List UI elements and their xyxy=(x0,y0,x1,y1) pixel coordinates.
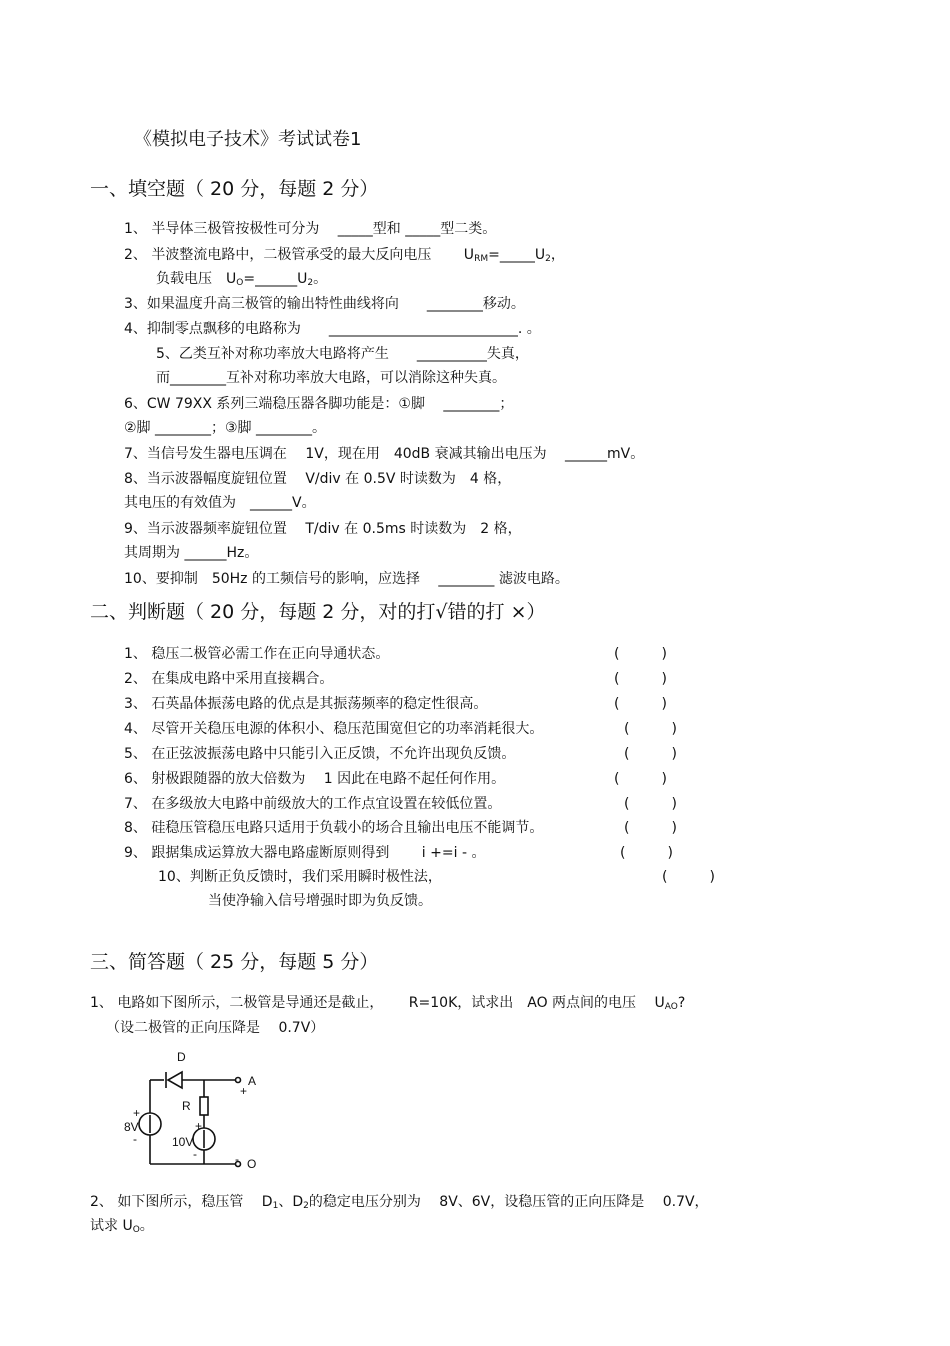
short-question-2-line1: 2、 如下图所示，稳压管 $D_1$、$D_2$的稳定电压分别为 8V、6V，设稳压管的正向压降是 0.7V， xyxy=(90,1194,709,1211)
section-heading-true-false: 二、判断题（ 20 分，每题 2 分，对的打√错的打 ×） xyxy=(90,601,546,623)
answer-parenthesis: ( ) xyxy=(624,746,677,762)
question-1-9-line2: 其周期为 ______Hz。 xyxy=(124,545,259,561)
question-1-2-line1: 2、 半波整流电路中，二极管承受的最大反向电压 $U_{RM}=\_\_\_\_\_U_2$， xyxy=(124,247,565,264)
short-question-2-line2: 试求 $U_O$。 xyxy=(90,1218,154,1235)
diode-symbol xyxy=(168,1072,182,1088)
tf-item: 4、 尽管开关稳压电源的体积小、稳压范围宽但它的功率消耗很大。 xyxy=(124,721,544,737)
question-1-3: 3、如果温度升高三极管的输出特性曲线将向 ________移动。 xyxy=(124,296,525,312)
answer-parenthesis: ( ) xyxy=(624,820,677,836)
question-1-10: 10、要抑制 50Hz 的工频信号的影响，应选择 ________ 滤波电路。 xyxy=(124,571,569,587)
answer-parenthesis: ( ) xyxy=(624,721,677,737)
question-1-4: 4、抑制零点飘移的电路称为 ___________________________. 。 xyxy=(124,321,541,337)
label-8v: 8V xyxy=(124,1120,139,1134)
tf-item: 8、 硅稳压管稳压电路只适用于负载小的场合且输出电压不能调节。 xyxy=(124,820,544,836)
tf-item-10-line2: 当使净输入信号增强时即为负反馈。 xyxy=(208,893,432,909)
label-minus-10v: - xyxy=(193,1147,197,1161)
section-heading-fill-blank: 一、填空题（ 20 分，每题 2 分） xyxy=(90,178,379,200)
tf-item: 3、 石英晶体振荡电路的优点是其振荡频率的稳定性很高。 xyxy=(124,696,488,712)
label-plus-10v: + xyxy=(195,1119,203,1133)
resistor-symbol xyxy=(200,1097,208,1115)
label-minus-8v: - xyxy=(133,1132,137,1146)
question-1-7: 7、当信号发生器电压调在 1V，现在用 40dB 衰减其输出电压为 ______mV。 xyxy=(124,446,645,462)
section-heading-short-answer: 三、简答题（ 25 分，每题 5 分） xyxy=(90,951,379,973)
label-diode: D xyxy=(177,1050,186,1064)
label-resistor: R xyxy=(182,1099,191,1113)
question-1-6-line2: ②脚 ________；③脚 ________。 xyxy=(124,420,327,436)
answer-parenthesis: ( ) xyxy=(624,796,677,812)
page-title: 《模拟电子技术》考试试卷1 xyxy=(134,129,362,150)
label-node-o: O xyxy=(247,1157,257,1171)
tf-item: 9、 跟据集成运算放大器电路虚断原则得到 i +=i - 。 xyxy=(124,845,486,861)
question-1-1: 1、 半导体三极管按极性可分为 _____型和 _____型二类。 xyxy=(124,221,497,237)
question-1-8-line2: 其电压的有效值为 ______V。 xyxy=(124,495,316,511)
label-minus-o: - xyxy=(235,1152,239,1166)
tf-item: 2、 在集成电路中采用直接耦合。 xyxy=(124,671,334,687)
question-1-9-line1: 9、当示波器频率旋钮位置 T/div 在 0.5ms 时读数为 2 格， xyxy=(124,521,522,537)
question-1-5-line2: 而________互补对称功率放大电路，可以消除这种失真。 xyxy=(156,370,506,386)
answer-parenthesis: ( ) xyxy=(614,671,667,687)
tf-item: 7、 在多级放大电路中前级放大的工作点宜设置在较低位置。 xyxy=(124,796,502,812)
answer-parenthesis: ( ) xyxy=(614,771,667,787)
question-1-5-line1: 5、乙类互补对称功率放大电路将产生 __________失真， xyxy=(156,346,529,362)
short-question-1-line2: （设二极管的正向压降是 0.7V） xyxy=(106,1020,325,1036)
tf-item: 6、 射极跟随器的放大倍数为 1 因此在电路不起任何作用。 xyxy=(124,771,506,787)
tf-item: 5、 在正弦波振荡电路中只能引入正反馈，不允许出现负反馈。 xyxy=(124,746,516,762)
question-1-6-line1: 6、CW 79XX 系列三端稳压器各脚功能是：①脚 ________； xyxy=(124,396,514,412)
answer-parenthesis: ( ) xyxy=(620,845,673,861)
answer-parenthesis: ( ) xyxy=(614,646,667,662)
answer-parenthesis: ( ) xyxy=(614,696,667,712)
question-1-8-line1: 8、当示波器幅度旋钮位置 V/div 在 0.5V 时读数为 4 格， xyxy=(124,471,512,487)
terminal-a xyxy=(236,1078,241,1083)
label-plus-8v: + xyxy=(133,1106,141,1120)
label-10v: 10V xyxy=(172,1135,194,1149)
answer-parenthesis: ( ) xyxy=(662,869,715,885)
tf-item: 1、 稳压二极管必需工作在正向导通状态。 xyxy=(124,646,390,662)
label-plus-a: + xyxy=(240,1084,248,1098)
tf-item: 10、判断正负反馈时，我们采用瞬时极性法， xyxy=(158,869,442,885)
question-1-2-line2: 负载电压 $U_O=\_\_\_\_\_\_U_2$。 xyxy=(156,271,328,288)
label-node-a: A xyxy=(248,1074,257,1088)
short-question-1-line1: 1、 电路如下图所示，二极管是导通还是截止， R=10K，试求出 AO 两点间的电压 $U_{AO}$? xyxy=(90,995,686,1012)
